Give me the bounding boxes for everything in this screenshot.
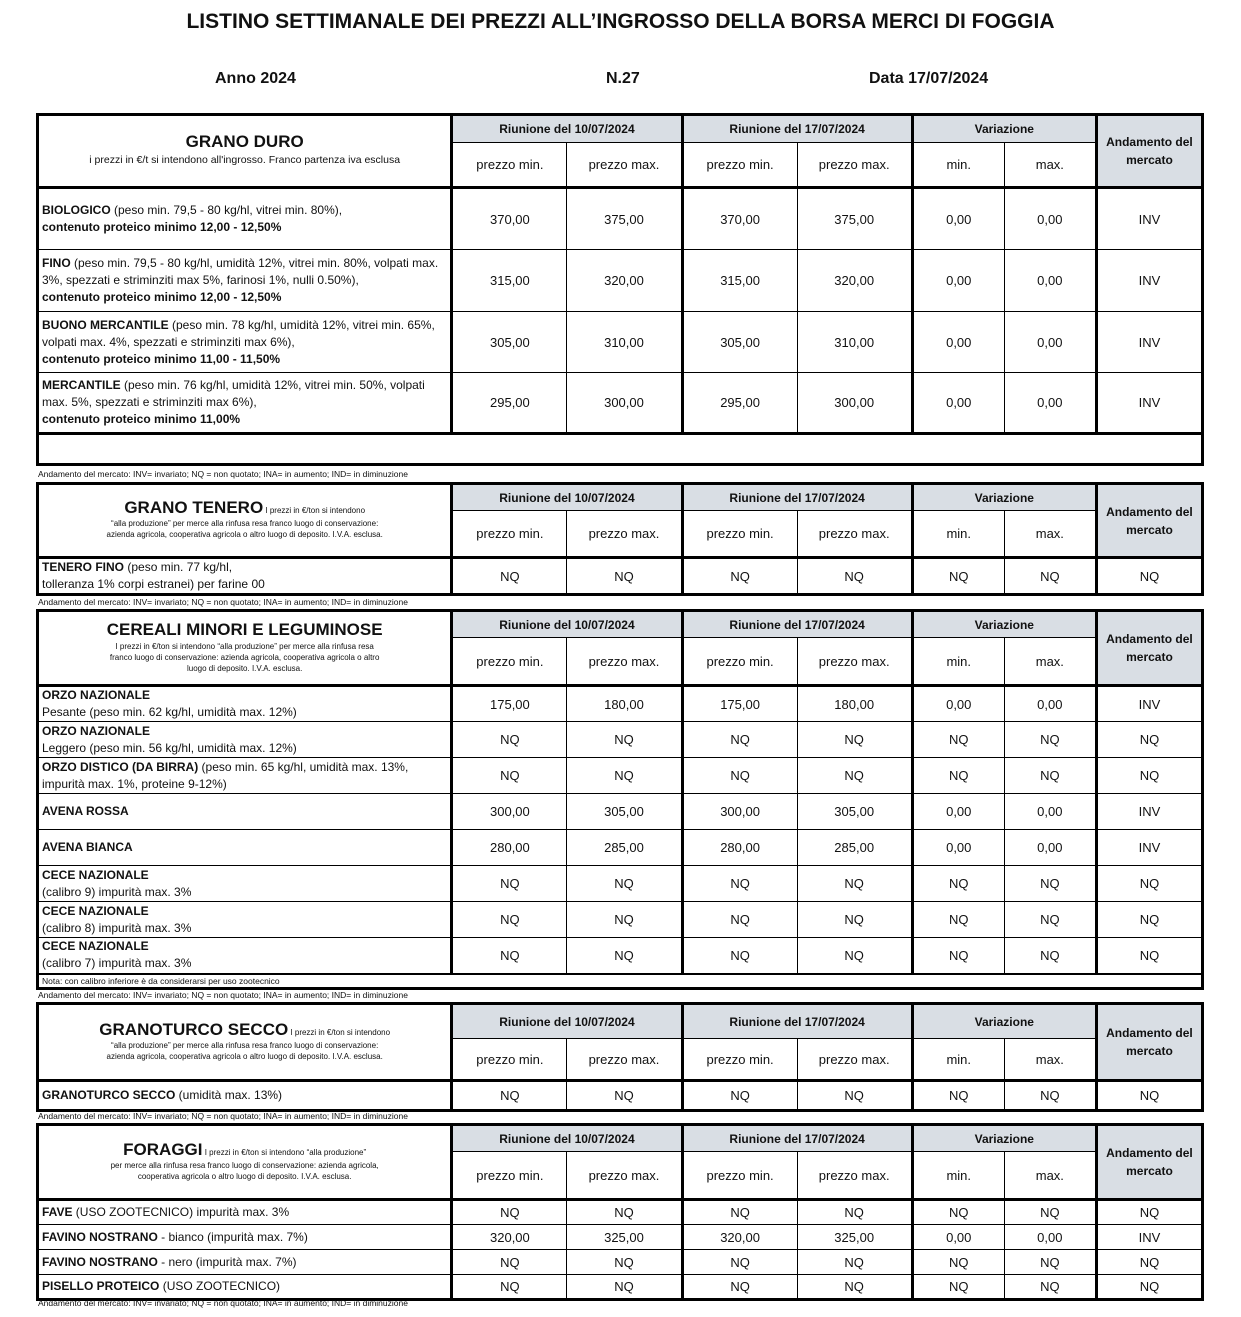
product-description <box>38 938 452 974</box>
andamento-cell: NQ <box>1096 1200 1202 1225</box>
andamento-header: Andamento del mercato <box>1096 1125 1202 1200</box>
granoturco-table <box>36 1002 1204 1112</box>
var-min-cell: 0,00 <box>912 830 1004 866</box>
prezzo-min-1-cell: 305,00 <box>452 312 567 373</box>
prezzo-min-2-cell: NQ <box>682 866 797 902</box>
table-row <box>38 188 1203 250</box>
prezzo-max-2-cell: NQ <box>797 1081 912 1111</box>
var-min-cell: NQ <box>912 758 1004 794</box>
prezzo-max-2-cell: 325,00 <box>797 1225 912 1250</box>
var-min-cell: NQ <box>912 902 1004 938</box>
andamento-cell: INV <box>1096 312 1202 373</box>
table-row <box>38 1081 1203 1111</box>
section-title: GRANO DURO <box>185 132 304 151</box>
var-max-header: max. <box>1004 1152 1096 1200</box>
prezzo-min-2-cell: 300,00 <box>682 794 797 830</box>
prezzo-max-header-1: prezzo max. <box>567 1039 682 1081</box>
prezzo-min-1-cell: NQ <box>452 1200 567 1225</box>
product-spec-line2: impurità max. 1%, proteine 9-12%) <box>42 776 227 791</box>
prezzo-max-2-cell: 310,00 <box>797 312 912 373</box>
product-spec-line2: tolleranza 1% corpi estranei) per farine 00 <box>42 577 265 591</box>
var-min-cell: NQ <box>912 1275 1004 1300</box>
product-description <box>38 558 452 595</box>
section-title-cell <box>38 611 452 686</box>
prezzo-max-1-cell: NQ <box>567 1250 682 1275</box>
product-spec: (peso min. 76 kg/hl, umidità 12%, vitrei min. 50%, volpati max. 5%, spezzati e striminziti max 6%), <box>42 378 425 409</box>
prezzo-max-header-1: prezzo max. <box>567 511 682 558</box>
andamento-cell: NQ <box>1096 866 1202 902</box>
product-spec-line2: (calibro 9) impurità max. 3% <box>42 884 192 899</box>
prezzo-max-2-cell: NQ <box>797 1200 912 1225</box>
table-row <box>38 938 1203 974</box>
prezzo-min-1-cell: NQ <box>452 938 567 974</box>
variazione-header: Variazione <box>912 611 1096 638</box>
prezzo-max-1-cell: 325,00 <box>567 1225 682 1250</box>
var-max-cell: 0,00 <box>1004 373 1096 434</box>
product-protein: contenuto proteico minimo 11,00% <box>42 412 241 426</box>
andamento-cell: NQ <box>1096 902 1202 938</box>
prezzo-max-1-cell: NQ <box>567 722 682 758</box>
var-max-cell: 0,00 <box>1004 1225 1096 1250</box>
product-name: CECE NAZIONALE <box>42 903 149 918</box>
prezzo-min-2-cell: NQ <box>682 1250 797 1275</box>
var-max-cell: 0,00 <box>1004 686 1096 722</box>
prezzo-min-1-cell: 300,00 <box>452 794 567 830</box>
var-min-cell: 0,00 <box>912 794 1004 830</box>
product-spec-line2: (calibro 7) impurità max. 3% <box>42 956 192 971</box>
prezzo-min-1-cell: NQ <box>452 558 567 595</box>
prezzo-max-1-cell: NQ <box>567 1275 682 1300</box>
andamento-cell: INV <box>1096 830 1202 866</box>
prezzo-min-2-cell: 280,00 <box>682 830 797 866</box>
andamento-cell: INV <box>1096 250 1202 312</box>
prezzo-max-2-cell: NQ <box>797 722 912 758</box>
prezzo-max-1-cell: NQ <box>567 938 682 974</box>
prezzo-min-1-cell: NQ <box>452 1081 567 1111</box>
prezzo-max-2-cell: NQ <box>797 758 912 794</box>
var-min-header: min. <box>912 638 1004 686</box>
table-row <box>38 558 1203 595</box>
product-spec: (peso min. 79,5 - 80 kg/hl, umidità 12%, vitrei min. 80%, volpati max. 3%, spezzati e striminziti max 5%, farinosi 1%, nulli 0.50%), <box>42 256 439 287</box>
var-min-header: min. <box>912 511 1004 558</box>
prezzo-min-2-cell: NQ <box>682 558 797 595</box>
section-title-cell <box>38 1125 452 1200</box>
andamento-cell: INV <box>1096 373 1202 434</box>
section-title: FORAGGI <box>123 1139 203 1159</box>
product-name: ORZO NAZIONALE <box>42 688 150 702</box>
prezzo-min-header-2: prezzo min. <box>682 143 797 188</box>
product-name: MERCANTILE <box>42 378 121 392</box>
section-title-cell <box>38 484 452 558</box>
prezzo-min-1-cell: NQ <box>452 722 567 758</box>
product-spec: (peso min. 78 kg/hl, umidità 12%, vitrei min. 65%, volpati max. 4%, spezzati e striminziti max 6%), <box>42 317 435 349</box>
var-max-cell: 0,00 <box>1004 312 1096 373</box>
product-description <box>38 758 452 794</box>
prezzo-min-header-2: prezzo min. <box>682 511 797 558</box>
section-title-cell <box>38 115 452 188</box>
andamento-header: Andamento del mercato <box>1096 115 1202 188</box>
prezzo-max-header-1: prezzo max. <box>567 143 682 188</box>
variazione-header: Variazione <box>912 115 1096 143</box>
prezzo-max-header-2: prezzo max. <box>797 1152 912 1200</box>
prezzo-max-header-1: prezzo max. <box>567 1152 682 1200</box>
prezzo-min-2-cell: NQ <box>682 758 797 794</box>
product-description <box>38 188 452 250</box>
var-min-cell: 0,00 <box>912 312 1004 373</box>
prezzo-min-header-2: prezzo min. <box>682 1039 797 1081</box>
anno-label: Anno 2024 <box>215 70 296 87</box>
prezzo-min-1-cell: NQ <box>452 1275 567 1300</box>
prezzo-min-1-cell: 315,00 <box>452 250 567 312</box>
table-row <box>38 866 1203 902</box>
section-subtitle-inline: I prezzi in €/ton si intendono “alla produzione” <box>202 1147 367 1157</box>
product-name: TENERO FINO <box>42 560 125 574</box>
var-max-cell: NQ <box>1004 1200 1096 1225</box>
prezzo-min-2-cell: NQ <box>682 938 797 974</box>
var-max-header: max. <box>1004 143 1096 188</box>
prezzo-min-header-1: prezzo min. <box>452 1152 567 1200</box>
prezzo-max-2-cell: 180,00 <box>797 686 912 722</box>
product-spec: (peso min. 79,5 - 80 kg/hl, vitrei min. 80%), <box>110 203 343 217</box>
riunione-2-header: Riunione del 17/07/2024 <box>682 1125 912 1152</box>
prezzo-min-2-cell: NQ <box>682 902 797 938</box>
var-max-cell: NQ <box>1004 938 1096 974</box>
product-name: FAVINO NOSTRANO <box>42 1254 158 1269</box>
riunione-2-header: Riunione del 17/07/2024 <box>682 1004 912 1039</box>
product-description <box>38 866 452 902</box>
prezzo-min-2-cell: NQ <box>682 1275 797 1300</box>
prezzo-min-2-cell: 175,00 <box>682 686 797 722</box>
var-min-header: min. <box>912 143 1004 188</box>
prezzo-min-2-cell: 305,00 <box>682 312 797 373</box>
prezzo-max-1-cell: NQ <box>567 866 682 902</box>
var-min-cell: 0,00 <box>912 188 1004 250</box>
product-name: FAVE <box>42 1205 73 1219</box>
var-min-cell: NQ <box>912 866 1004 902</box>
riunione-2-header: Riunione del 17/07/2024 <box>682 484 912 511</box>
product-spec: (peso min. 65 kg/hl, umidità max. 13%, <box>198 759 409 774</box>
section-title: CEREALI MINORI E LEGUMINOSE <box>106 619 383 639</box>
product-name: ORZO NAZIONALE <box>42 723 150 738</box>
product-description <box>38 250 452 312</box>
riunione-1-header: Riunione del 10/07/2024 <box>452 1125 682 1152</box>
table-row <box>38 902 1203 938</box>
prezzo-max-2-cell: NQ <box>797 902 912 938</box>
var-min-cell: 0,00 <box>912 373 1004 434</box>
var-min-cell: NQ <box>912 1250 1004 1275</box>
cereali-minori-table <box>36 609 1204 990</box>
section-subtitle: “alla produzione” per merce alla rinfusa resa franco luogo di conservazione: azienda agricola, cooperativa agricola o altro luogo di deposito. I.V.A. esclusa. <box>106 519 383 539</box>
prezzo-min-header-2: prezzo min. <box>682 638 797 686</box>
table-row <box>38 1250 1203 1275</box>
variazione-header: Variazione <box>912 1004 1096 1039</box>
riunione-1-header: Riunione del 10/07/2024 <box>452 611 682 638</box>
prezzo-min-2-cell: 315,00 <box>682 250 797 312</box>
riunione-2-header: Riunione del 17/07/2024 <box>682 115 912 143</box>
riunione-2-header: Riunione del 17/07/2024 <box>682 611 912 638</box>
section-title: GRANOTURCO SECCO <box>99 1019 289 1039</box>
var-min-cell: 0,00 <box>912 686 1004 722</box>
var-max-cell: NQ <box>1004 902 1096 938</box>
grano-duro-table <box>36 113 1204 466</box>
var-max-cell: NQ <box>1004 722 1096 758</box>
prezzo-max-2-cell: 320,00 <box>797 250 912 312</box>
section-title: GRANO TENERO <box>124 498 264 517</box>
product-spec: (umidità max. 13%) <box>175 1088 283 1102</box>
product-protein: contenuto proteico minimo 11,00 - 11,50% <box>42 351 281 366</box>
data-label: Data 17/07/2024 <box>869 70 989 87</box>
grano-tenero-table <box>36 482 1204 596</box>
section-subtitle: i prezzi in €/t si intendono all'ingrosso. Franco partenza iva esclusa <box>89 154 401 166</box>
prezzo-max-1-cell: NQ <box>567 1081 682 1111</box>
prezzo-max-header-2: prezzo max. <box>797 511 912 558</box>
prezzo-max-1-cell: 305,00 <box>567 794 682 830</box>
product-name: FINO <box>42 256 71 270</box>
section-subtitle-inline: I prezzi in €/ton si intendono <box>263 506 366 515</box>
var-max-cell: NQ <box>1004 1250 1096 1275</box>
product-name: FAVINO NOSTRANO <box>42 1229 158 1244</box>
product-name: CECE NAZIONALE <box>42 939 149 954</box>
section-subtitle-inline: I prezzi in €/ton si intendono <box>288 1027 391 1037</box>
product-description <box>38 373 452 434</box>
section-subtitle: per merce alla rinfusa resa franco luogo di conservazione: azienda agricola, cooperativa agricola o altro luogo di deposito. I.V.A. esclusa. <box>110 1160 379 1181</box>
table-row <box>38 312 1203 373</box>
prezzo-max-1-cell: NQ <box>567 558 682 595</box>
prezzo-min-1-cell: NQ <box>452 1250 567 1275</box>
prezzo-max-2-cell: 375,00 <box>797 188 912 250</box>
prezzo-max-1-cell: NQ <box>567 758 682 794</box>
product-description <box>38 794 452 830</box>
product-spec-line2: Leggero (peso min. 56 kg/hl, umidità max. 12%) <box>42 740 297 755</box>
product-spec: - bianco (impurità max. 7%) <box>157 1229 308 1244</box>
section-title-cell <box>38 1004 452 1081</box>
foraggi-table <box>36 1123 1204 1301</box>
product-spec-line2: Pesante (peso min. 62 kg/hl, umidità max. 12%) <box>42 705 297 719</box>
table-row <box>38 1225 1203 1250</box>
var-max-cell: 0,00 <box>1004 250 1096 312</box>
andamento-cell: NQ <box>1096 722 1202 758</box>
prezzo-max-1-cell: 300,00 <box>567 373 682 434</box>
product-spec: - nero (impurità max. 7%) <box>157 1254 297 1269</box>
prezzo-min-2-cell: NQ <box>682 722 797 758</box>
prezzo-max-1-cell: NQ <box>567 1200 682 1225</box>
product-description <box>38 1250 452 1275</box>
var-min-cell: NQ <box>912 938 1004 974</box>
numero-label: N.27 <box>606 70 640 87</box>
var-max-header: max. <box>1004 511 1096 558</box>
andamento-cell: INV <box>1096 188 1202 250</box>
variazione-header: Variazione <box>912 1125 1096 1152</box>
var-max-header: max. <box>1004 638 1096 686</box>
table-row <box>38 794 1203 830</box>
riunione-1-header: Riunione del 10/07/2024 <box>452 115 682 143</box>
product-spec-line2: (calibro 8) impurità max. 3% <box>42 920 192 935</box>
calibro-note: Nota: con calibro inferiore è da considerarsi per uso zootecnico <box>38 974 1203 989</box>
prezzo-max-2-cell: NQ <box>797 938 912 974</box>
prezzo-min-header-1: prezzo min. <box>452 1039 567 1081</box>
prezzo-min-2-cell: 295,00 <box>682 373 797 434</box>
var-min-cell: NQ <box>912 722 1004 758</box>
product-description <box>38 686 452 722</box>
andamento-header: Andamento del mercato <box>1096 484 1202 558</box>
page-title: LISTINO SETTIMANALE DEI PREZZI ALL’INGROSSO DELLA BORSA MERCI DI FOGGIA <box>186 10 1055 33</box>
product-name: AVENA BIANCA <box>42 840 133 854</box>
prezzo-max-2-cell: 285,00 <box>797 830 912 866</box>
andamento-header: Andamento del mercato <box>1096 611 1202 686</box>
andamento-cell: NQ <box>1096 938 1202 974</box>
product-spec: (USO ZOOTECNICO) impurità max. 3% <box>72 1205 290 1219</box>
andamento-cell: NQ <box>1096 1081 1202 1111</box>
prezzo-max-1-cell: 310,00 <box>567 312 682 373</box>
product-description <box>38 1200 452 1225</box>
andamento-cell: NQ <box>1096 758 1202 794</box>
prezzo-max-1-cell: NQ <box>567 902 682 938</box>
legend-note: Andamento del mercato: INV= invariato; NQ = non quotato; INA= in aumento; IND= in diminuzione <box>38 1111 408 1121</box>
table-row <box>38 722 1203 758</box>
var-min-cell: NQ <box>912 558 1004 595</box>
prezzo-min-header-1: prezzo min. <box>452 143 567 188</box>
var-max-cell: NQ <box>1004 1275 1096 1300</box>
var-min-cell: NQ <box>912 1081 1004 1111</box>
var-min-header: min. <box>912 1039 1004 1081</box>
section-subtitle: I prezzi in €/ton si intendono “alla produzione” per merce alla rinfusa resa franco luogo di conservazione: azienda agricola, cooperativa agricola o altro luogo di deposito. I.V.A. esclusa. <box>109 641 380 673</box>
var-min-cell: 0,00 <box>912 1225 1004 1250</box>
var-max-cell: 0,00 <box>1004 794 1096 830</box>
legend-note: Andamento del mercato: INV= invariato; NQ = non quotato; INA= in aumento; IND= in diminuzione <box>38 597 408 607</box>
product-description <box>38 1225 452 1250</box>
prezzo-max-2-cell: NQ <box>797 1275 912 1300</box>
riunione-1-header: Riunione del 10/07/2024 <box>452 484 682 511</box>
riunione-1-header: Riunione del 10/07/2024 <box>452 1004 682 1039</box>
product-spec: (peso min. 77 kg/hl, <box>124 560 233 574</box>
product-name: GRANOTURCO SECCO <box>42 1088 176 1102</box>
prezzo-min-2-cell: 370,00 <box>682 188 797 250</box>
product-description <box>38 902 452 938</box>
product-name: CECE NAZIONALE <box>42 867 149 882</box>
product-description <box>38 1275 452 1300</box>
prezzo-max-header-2: prezzo max. <box>797 638 912 686</box>
product-name: ORZO DISTICO (DA BIRRA) <box>42 759 199 774</box>
product-name: AVENA ROSSA <box>42 804 129 818</box>
prezzo-max-1-cell: 285,00 <box>567 830 682 866</box>
legend-note: Andamento del mercato: INV= invariato; NQ = non quotato; INA= in aumento; IND= in diminuzione <box>38 990 408 1000</box>
product-protein: contenuto proteico minimo 12,00 - 12,50% <box>42 290 282 304</box>
var-min-cell: 0,00 <box>912 250 1004 312</box>
prezzo-min-header-1: prezzo min. <box>452 638 567 686</box>
andamento-cell: NQ <box>1096 558 1202 595</box>
table-row <box>38 758 1203 794</box>
prezzo-min-2-cell: NQ <box>682 1200 797 1225</box>
product-description <box>38 830 452 866</box>
prezzo-min-2-cell: 320,00 <box>682 1225 797 1250</box>
prezzo-min-header-2: prezzo min. <box>682 1152 797 1200</box>
var-min-header: min. <box>912 1152 1004 1200</box>
andamento-header: Andamento del mercato <box>1096 1004 1202 1081</box>
var-max-cell: NQ <box>1004 1081 1096 1111</box>
andamento-cell: NQ <box>1096 1275 1202 1300</box>
empty-row <box>38 434 1203 465</box>
table-row <box>38 830 1203 866</box>
product-spec: (USO ZOOTECNICO) <box>159 1279 281 1293</box>
andamento-cell: INV <box>1096 686 1202 722</box>
andamento-cell: NQ <box>1096 1250 1202 1275</box>
prezzo-max-2-cell: 300,00 <box>797 373 912 434</box>
product-protein: contenuto proteico minimo 12,00 - 12,50% <box>42 220 282 234</box>
var-min-cell: NQ <box>912 1200 1004 1225</box>
table-row <box>38 373 1203 434</box>
var-max-header: max. <box>1004 1039 1096 1081</box>
product-name: BUONO MERCANTILE <box>42 317 169 332</box>
prezzo-min-1-cell: NQ <box>452 758 567 794</box>
prezzo-min-header-1: prezzo min. <box>452 511 567 558</box>
prezzo-max-2-cell: NQ <box>797 1250 912 1275</box>
legend-note: Andamento del mercato: INV= invariato; NQ = non quotato; INA= in aumento; IND= in diminuzione <box>38 1298 408 1308</box>
product-description <box>38 1081 452 1111</box>
prezzo-max-1-cell: 375,00 <box>567 188 682 250</box>
table-row <box>38 1200 1203 1225</box>
prezzo-max-header-2: prezzo max. <box>797 1039 912 1081</box>
prezzo-min-1-cell: 320,00 <box>452 1225 567 1250</box>
product-name: PISELLO PROTEICO <box>42 1279 160 1293</box>
prezzo-max-header-2: prezzo max. <box>797 143 912 188</box>
prezzo-max-1-cell: 180,00 <box>567 686 682 722</box>
prezzo-max-2-cell: 305,00 <box>797 794 912 830</box>
table-row <box>38 686 1203 722</box>
table-row <box>38 1275 1203 1300</box>
prezzo-min-1-cell: NQ <box>452 866 567 902</box>
var-max-cell: 0,00 <box>1004 188 1096 250</box>
prezzo-max-2-cell: NQ <box>797 866 912 902</box>
prezzo-min-1-cell: NQ <box>452 902 567 938</box>
section-subtitle: “alla produzione” per merce alla rinfusa resa franco luogo di conservazione: azienda agricola, cooperativa agricola o altro luogo di deposito. I.V.A. esclusa. <box>106 1040 383 1061</box>
prezzo-max-1-cell: 320,00 <box>567 250 682 312</box>
var-max-cell: 0,00 <box>1004 830 1096 866</box>
prezzo-min-1-cell: 280,00 <box>452 830 567 866</box>
prezzo-min-1-cell: 175,00 <box>452 686 567 722</box>
table-row <box>38 250 1203 312</box>
product-description <box>38 312 452 373</box>
prezzo-min-2-cell: NQ <box>682 1081 797 1111</box>
product-name: BIOLOGICO <box>42 203 111 217</box>
prezzo-min-1-cell: 370,00 <box>452 188 567 250</box>
prezzo-max-2-cell: NQ <box>797 558 912 595</box>
andamento-cell: INV <box>1096 794 1202 830</box>
prezzo-min-1-cell: 295,00 <box>452 373 567 434</box>
var-max-cell: NQ <box>1004 866 1096 902</box>
var-max-cell: NQ <box>1004 558 1096 595</box>
variazione-header: Variazione <box>912 484 1096 511</box>
product-description <box>38 722 452 758</box>
legend-note: Andamento del mercato: INV= invariato; NQ = non quotato; INA= in aumento; IND= in diminuzione <box>38 469 408 479</box>
prezzo-max-header-1: prezzo max. <box>567 638 682 686</box>
andamento-cell: INV <box>1096 1225 1202 1250</box>
var-max-cell: NQ <box>1004 758 1096 794</box>
